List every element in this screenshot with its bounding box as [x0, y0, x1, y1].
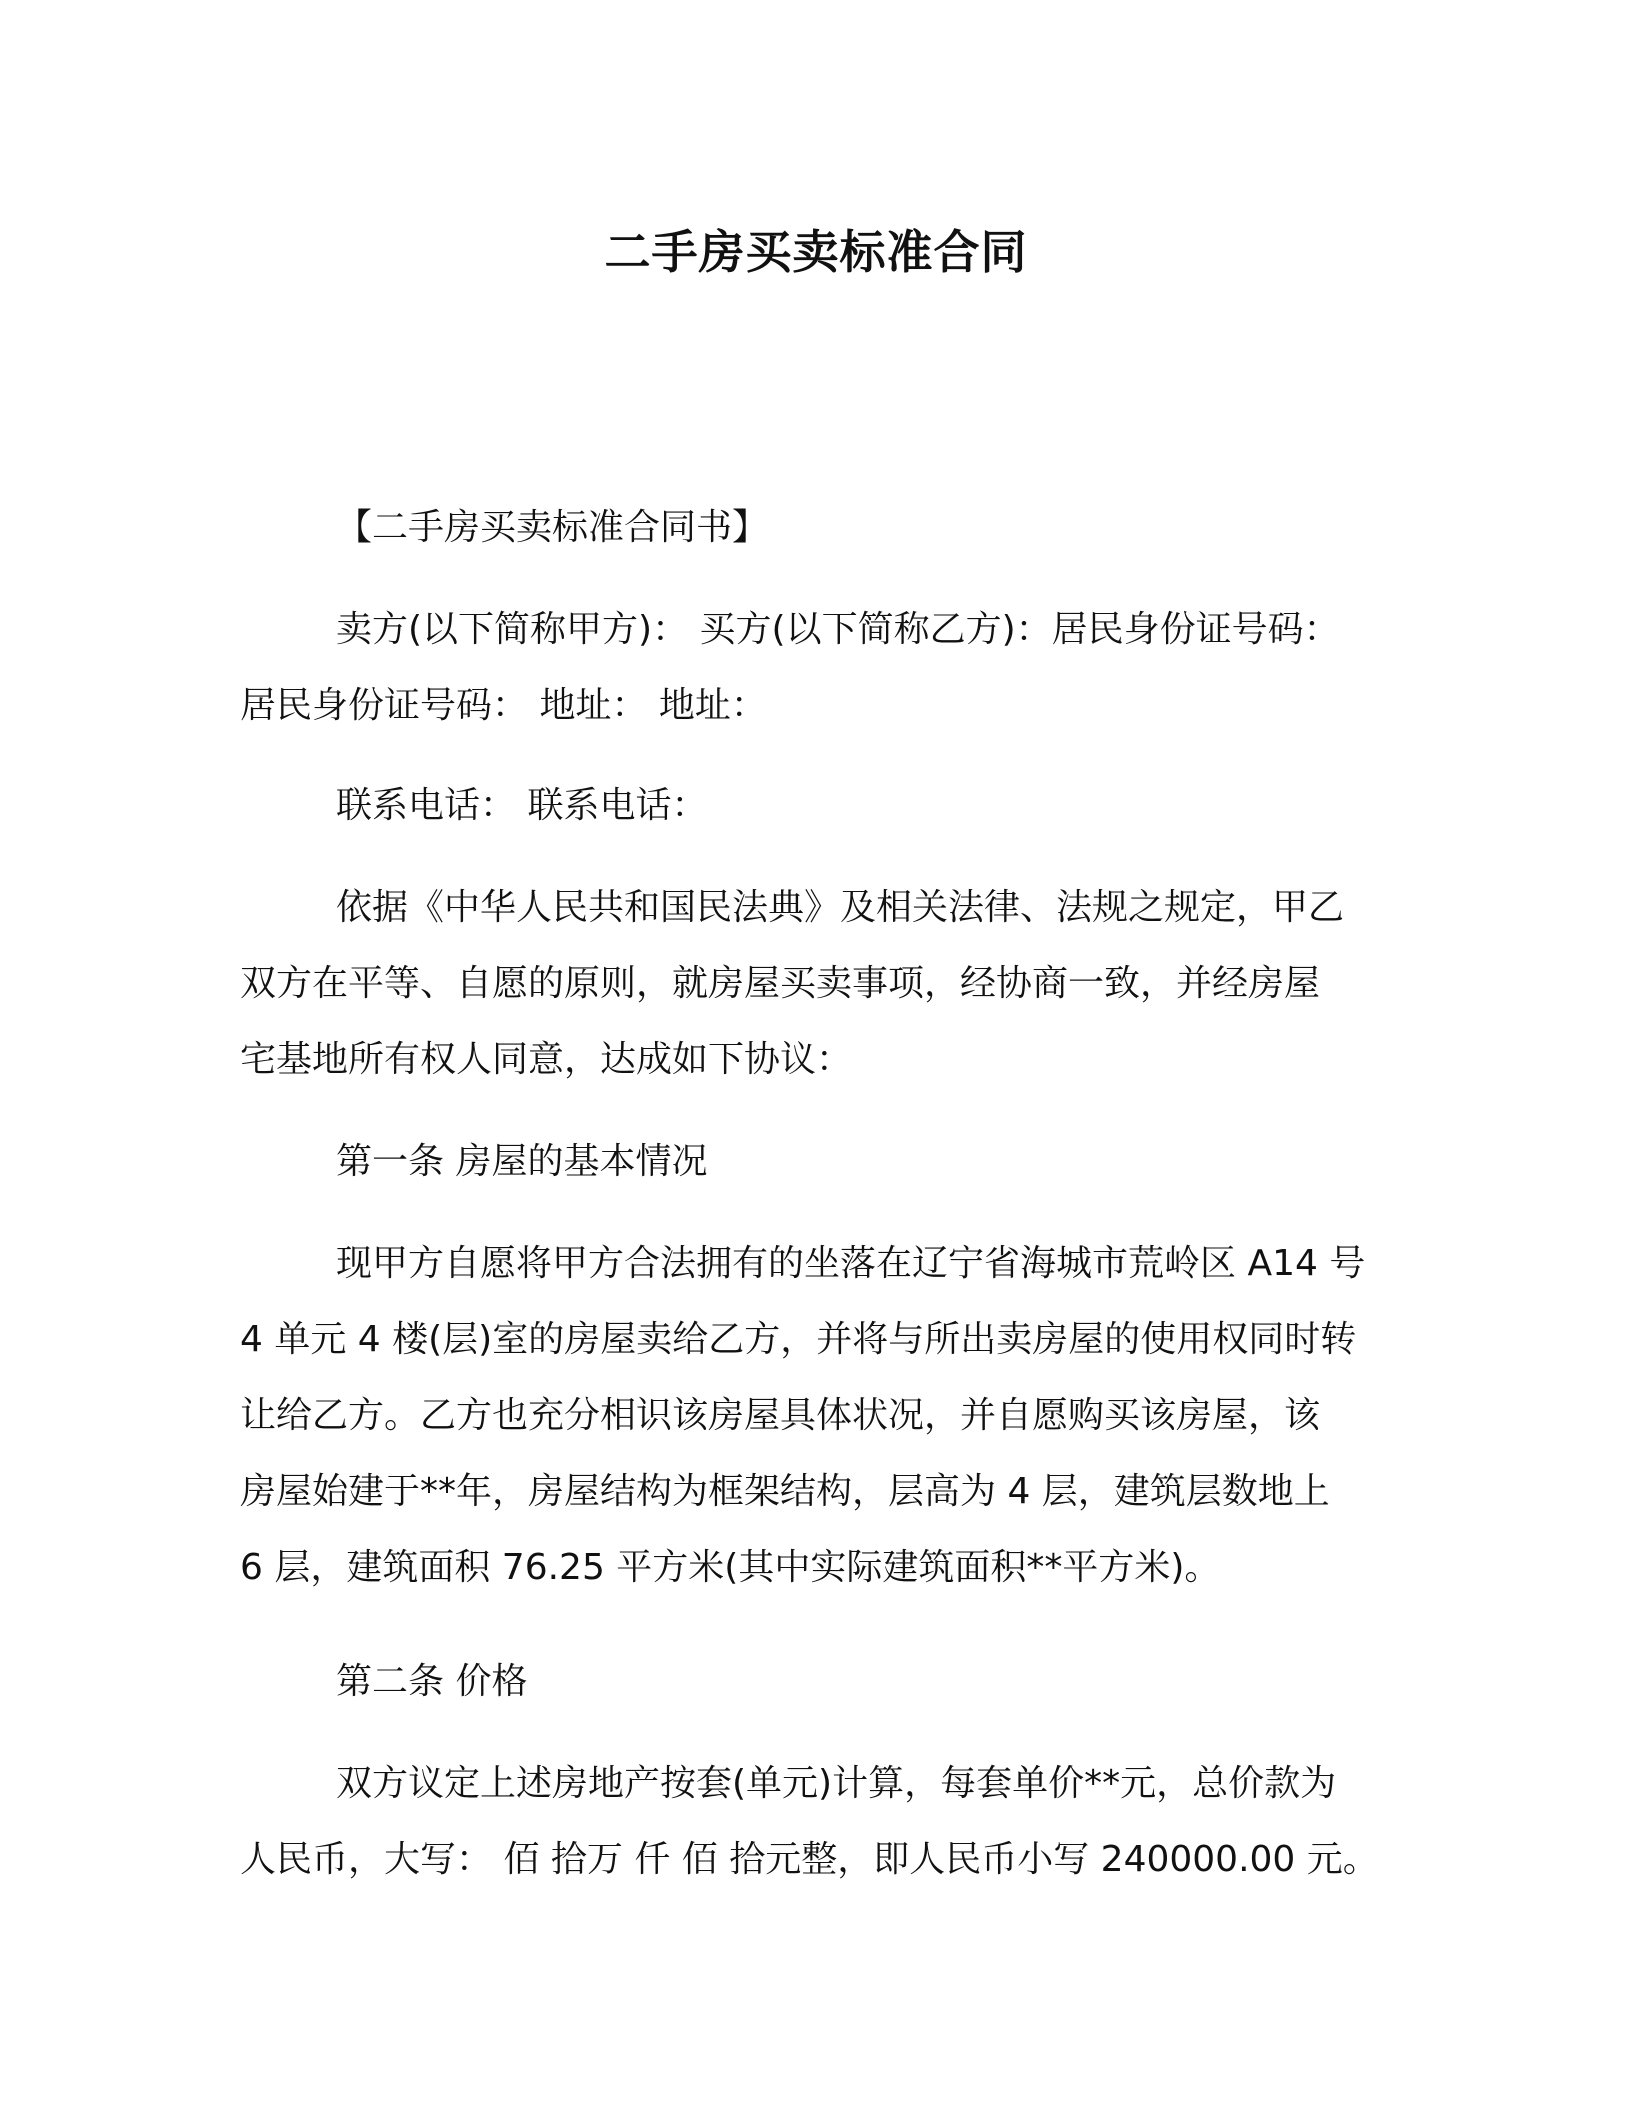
article-2-line-2: 人民币，大写： 佰 拾万 仟 佰 拾元整，即人民币小写 240000.00 元。 — [240, 1839, 1379, 1880]
contract-subtitle: 【二手房买卖标准合同书】 — [336, 507, 769, 548]
parties-line-2: 居民身份证号码： 地址： 地址： — [240, 685, 767, 726]
article-1-paragraph — [240, 1226, 1392, 1606]
parties-contact-line: 联系电话： 联系电话： — [336, 785, 708, 826]
preamble-line-3: 宅基地所有权人同意，达成如下协议： — [240, 1039, 853, 1080]
preamble-line-2: 双方在平等、自愿的原则，就房屋买卖事项，经协商一致，并经房屋 — [240, 963, 1321, 1004]
parties-line-1: 卖方(以下简称甲方)： 买方(以下简称乙方)：居民身份证号码： — [336, 609, 1340, 650]
article-1-line-2: 4 单元 4 楼(层)室的房屋卖给乙方，并将与所出卖房屋的使用权同时转 — [240, 1319, 1357, 1360]
article-1-line-1: 现甲方自愿将甲方合法拥有的坐落在辽宁省海城市荒岭区 A14 号 — [336, 1243, 1366, 1284]
article-2-heading: 第二条 价格 — [336, 1661, 528, 1702]
article-1-line-4: 房屋始建于**年，房屋结构为框架结构，层高为 4 层，建筑层数地上 — [240, 1471, 1330, 1512]
article-1-line-3: 让给乙方。乙方也充分相识该房屋具体状况，并自愿购买该房屋，该 — [240, 1395, 1321, 1436]
article-2-paragraph — [240, 1746, 1392, 1898]
preamble-paragraph — [240, 870, 1392, 1098]
article-1-heading: 第一条 房屋的基本情况 — [336, 1141, 708, 1182]
parties-section — [240, 592, 1392, 744]
preamble-line-1: 依据《中华人民共和国民法典》及相关法律、法规之规定，甲乙 — [336, 887, 1345, 928]
document-title: 二手房买卖标准合同 — [604, 225, 1028, 279]
article-2-line-1: 双方议定上述房地产按套(单元)计算，每套单价**元，总价款为 — [336, 1763, 1337, 1804]
article-1-line-5: 6 层，建筑面积 76.25 平方米(其中实际建筑面积**平方米)。 — [240, 1547, 1221, 1588]
